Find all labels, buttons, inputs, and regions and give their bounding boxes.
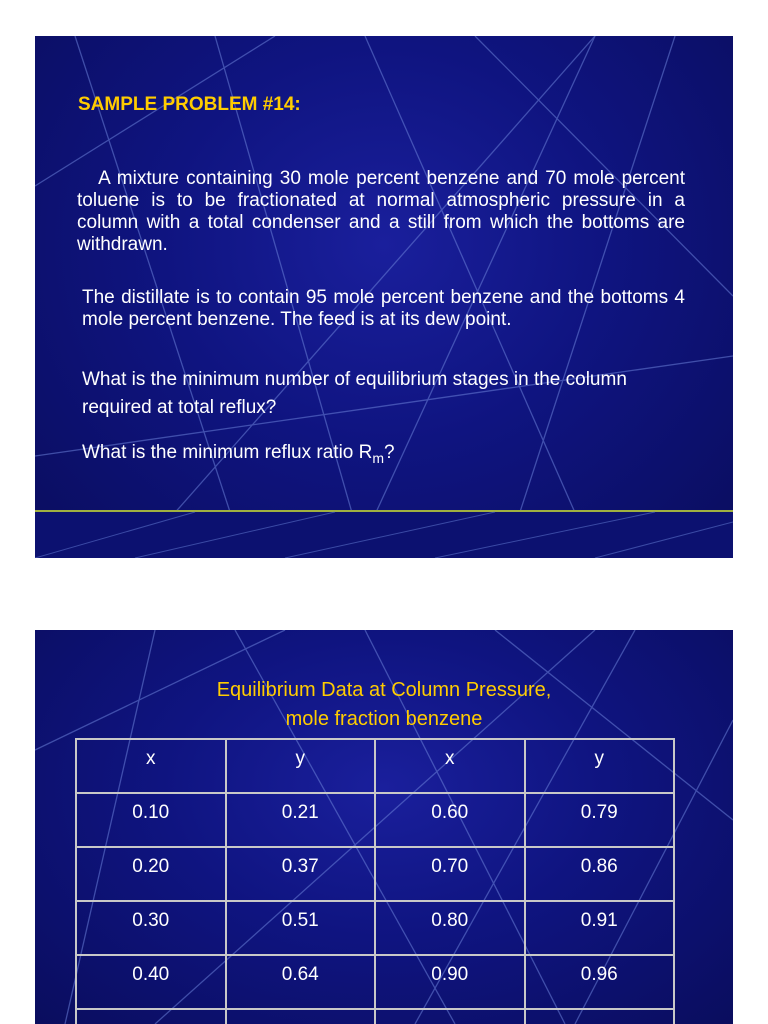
table-header-row [76, 739, 674, 793]
table-cell [226, 955, 376, 1009]
table-cell [375, 1009, 525, 1024]
cell-value: 0.37 [281, 856, 319, 877]
table-cell [76, 1009, 226, 1024]
table-cell [226, 847, 376, 901]
problem-title: SAMPLE PROBLEM #14: [78, 94, 301, 115]
table-cell [525, 793, 675, 847]
cell-value: 0.51 [281, 910, 319, 931]
question-reflux-text: What is the minimum reflux ratio R [82, 442, 373, 463]
table-cell [375, 955, 525, 1009]
table-cell [76, 847, 226, 901]
cell-value: 0.90 [431, 964, 469, 985]
slide-equilibrium-data [35, 630, 733, 1024]
table-cell [525, 955, 675, 1009]
table-row [76, 901, 674, 955]
problem-paragraph-feed-text: A mixture containing 30 mole percent benzene and 70 mole percent toluene is to be fractionated at normal atmospheric pressure in a column with a total condenser and a still from which the bottoms are withdrawn. [77, 168, 685, 255]
reflux-subscript: m [372, 449, 385, 466]
cell-value: 0.80 [431, 910, 469, 931]
table-cell [375, 793, 525, 847]
problem-paragraph-feed [77, 168, 685, 256]
header-y-1 [226, 739, 376, 793]
cell-value: 0.30 [132, 910, 170, 931]
table-row-partial [76, 1009, 674, 1024]
table-cell [226, 1009, 376, 1024]
table-title-line1: Equilibrium Data at Column Pressure, [216, 679, 552, 701]
header-x-2 [375, 739, 525, 793]
table-cell [375, 847, 525, 901]
table-cell [76, 793, 226, 847]
cell-value: 0.20 [132, 856, 170, 877]
cell-value: 0.10 [132, 802, 170, 823]
problem-paragraph-specs: The distillate is to contain 95 mole percent benzene and the bottoms 4 mole percent benzene. The feed is at its dew point. [82, 287, 685, 330]
header-x-1-label: x [146, 748, 156, 769]
table-cell [226, 901, 376, 955]
header-y-2-label: y [594, 748, 604, 769]
cell-value: 0.64 [281, 964, 319, 985]
header-x-2-label: x [445, 748, 455, 769]
slide-problem-statement [35, 36, 733, 558]
cell-value: 0.21 [281, 802, 319, 823]
table-row [76, 955, 674, 1009]
question-mark: ? [384, 442, 395, 463]
table-cell [76, 901, 226, 955]
header-y-2 [525, 739, 675, 793]
table-cell [375, 901, 525, 955]
table-title [35, 676, 733, 734]
cell-value: 0.96 [580, 964, 618, 985]
equilibrium-table [75, 738, 675, 1024]
cell-value: 0.91 [580, 910, 618, 931]
question-minimum-stages: What is the minimum number of equilibrium stages in the column required at total reflux? [82, 369, 627, 418]
table-cell [76, 955, 226, 1009]
header-y-1-label: y [295, 748, 305, 769]
table-cell [226, 793, 376, 847]
table-title-line2: mole fraction benzene [285, 708, 483, 730]
cell-value: 0.86 [580, 856, 618, 877]
cell-value: 0.70 [431, 856, 469, 877]
header-x-1 [76, 739, 226, 793]
question-minimum-reflux [82, 442, 690, 469]
cell-value: 0.79 [580, 802, 618, 823]
table-row [76, 847, 674, 901]
table-cell [525, 847, 675, 901]
cell-value: 0.60 [431, 802, 469, 823]
table-cell [525, 901, 675, 955]
table-row [76, 793, 674, 847]
table-cell [525, 1009, 675, 1024]
cell-value: 0.40 [132, 964, 170, 985]
